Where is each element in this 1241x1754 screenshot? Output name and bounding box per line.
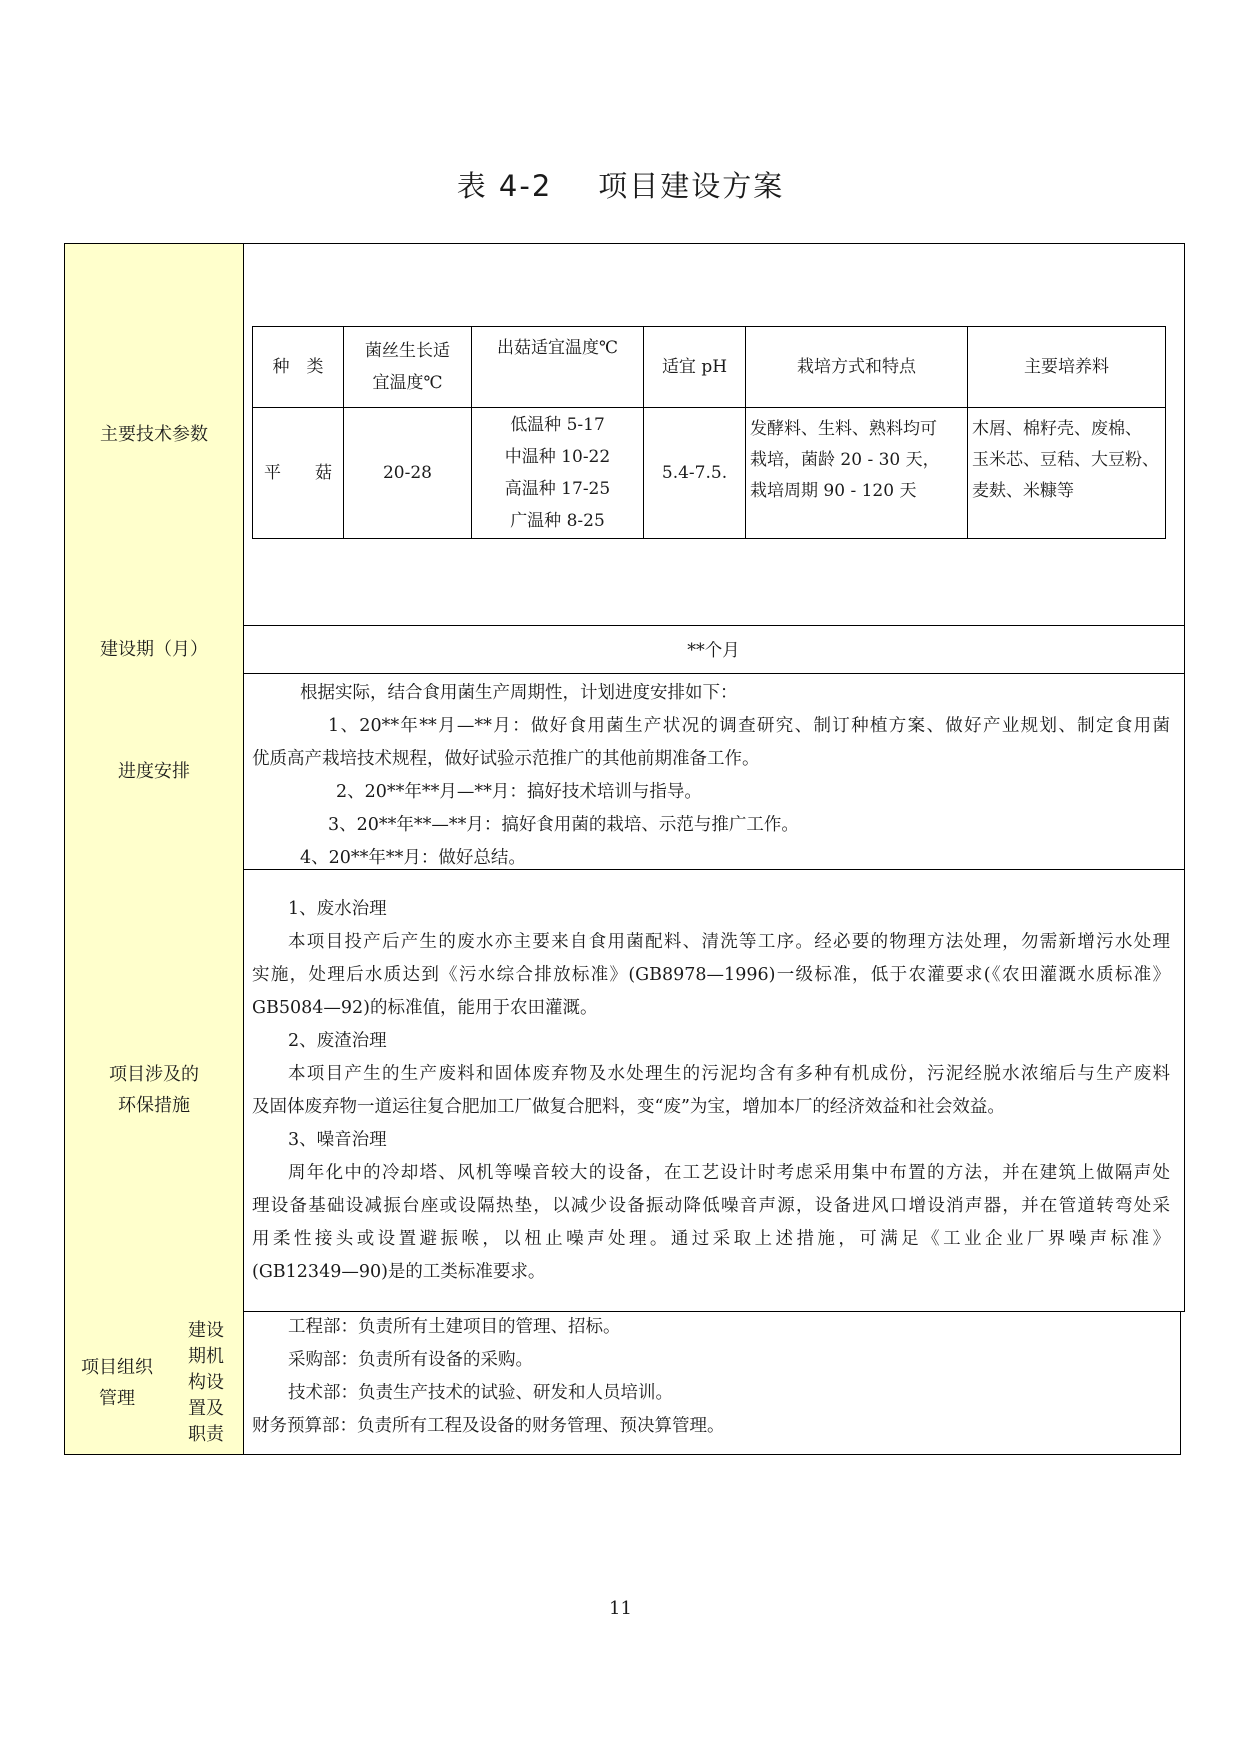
page-number: 11 xyxy=(609,1598,632,1619)
schedule-item-2: 2、20**年**月—**月：搞好技术培训与指导。 xyxy=(336,782,702,802)
page-title xyxy=(0,164,1241,205)
period-label: 建设期（月） xyxy=(64,625,244,674)
schedule-item-4: 4、20**年**月：做好总结。 xyxy=(300,848,526,868)
tech-params-table xyxy=(252,326,1166,539)
tech-params-label: 主要技术参数 xyxy=(64,243,244,626)
env-paragraph-noise: 周年化中的冷却塔、风机等噪音较大的设备，在工艺设计时考虑采用集中布置的方法，并在建筑上做隔声处 理设备基础设减振台座或设隔热垫，以减少设备振动降低噪音声源，设备进风口增设消声器，并在管道转弯处采 用柔性接头或设置避振喉，以杻止噪声处理。通过采取上述措施，可满足《工业企业厂界噪声标准》 (GB12349—90)是的工类标准要求。 xyxy=(252,1163,1170,1282)
org-item-finance: 财务预算部：负责所有工程及设备的财务管理、预决算管理。 xyxy=(252,1416,725,1436)
table-title: 项目建设方案 xyxy=(598,169,785,203)
cell-method: 发酵料、生料、熟料均可 栽培，菌龄 20 - 30 天， 栽培周期 90 - 120 天 xyxy=(746,408,968,539)
env-paragraph-wastewater: 本项目投产后产生的废水亦主要来自食用菌配料、清洗等工序。经必要的物理方法处理，勿需新增污水处理 实施，处理后水质达到《污水综合排放标准》(GB8978—1996)一级标准，低于农灌要求(《农田灌溉水质标准》 GB5084—92)的标准值，能用于农田灌溉。 xyxy=(252,932,1170,1018)
cell-fruiting-temp: 低温种 5-17 中温种 10-22 高温种 17-25 广温种 8-25 xyxy=(472,408,644,539)
org-item-engineering: 工程部：负责所有土建项目的管理、招标。 xyxy=(288,1317,621,1337)
header-fruiting-temp: 出菇适宜温度℃ xyxy=(472,327,644,408)
schedule-intro: 根据实际，结合食用菌生产周期性，计划进度安排如下： xyxy=(300,683,738,703)
header-materials: 主要培养料 xyxy=(968,327,1166,408)
table-header-row xyxy=(253,327,1166,408)
env-paragraph-waste-residue: 本项目产生的生产废料和固体废弃物及水处理生的污泥均含有多种有机成份，污泥经脱水浓缩后与生产废料 及固体废弃物一道运往复合肥加工厂做复合肥料，变“废”为宝，增加本厂的经济效益和社会效益。 xyxy=(252,1064,1170,1117)
org-item-technical: 技术部：负责生产技术的试验、研发和人员培训。 xyxy=(288,1383,673,1403)
period-value: **个月 xyxy=(243,625,1185,674)
env-heading-waste-residue: 2、废渣治理 xyxy=(288,1031,387,1051)
cell-ph: 5.4-7.5. xyxy=(644,408,746,539)
header-species: 种 类 xyxy=(253,327,344,408)
table-row xyxy=(253,408,1166,539)
header-method: 栽培方式和特点 xyxy=(746,327,968,408)
schedule-label: 进度安排 xyxy=(64,673,244,870)
cell-mycelium-temp: 20-28 xyxy=(344,408,472,539)
env-heading-noise: 3、噪音治理 xyxy=(288,1130,387,1150)
cell-species: 平 菇 xyxy=(253,408,344,539)
org-label: 项目组织 管理 xyxy=(64,1311,170,1455)
cell-materials: 木屑、棉籽壳、废棉、 玉米芯、豆秸、大豆粉、 麦麸、米糠等 xyxy=(968,408,1166,539)
env-label: 项目涉及的 环保措施 xyxy=(64,869,244,1312)
env-heading-wastewater: 1、废水治理 xyxy=(288,899,387,919)
org-item-procurement: 采购部：负责所有设备的采购。 xyxy=(288,1350,533,1370)
header-ph: 适宜 pH xyxy=(644,327,746,408)
table-number: 表 4-2 xyxy=(456,169,553,203)
header-mycelium-temp: 菌丝生长适 宜温度℃ xyxy=(344,327,472,408)
schedule-item-1: 1、20**年**月—**月：做好食用菌生产状况的调查研究、制订种植方案、做好产业规划、制定食用菌 优质高产栽培技术规程，做好试验示范推广的其他前期准备工作。 xyxy=(252,716,1170,769)
org-sub-label: 建设 期机 构设 置及 职责 xyxy=(169,1311,244,1455)
schedule-item-3: 3、20**年**—**月：搞好食用菌的栽培、示范与推广工作。 xyxy=(328,815,799,835)
